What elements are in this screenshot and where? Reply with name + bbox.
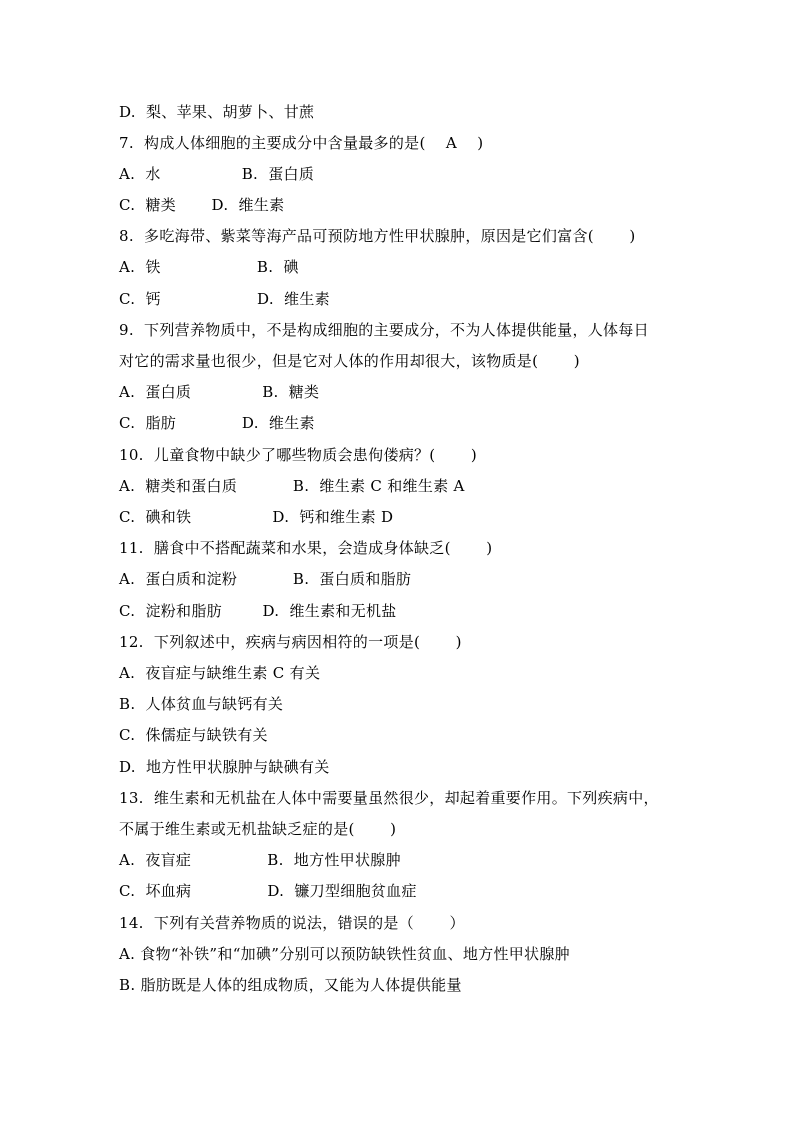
text-line: A. 铁 B. 碘 <box>119 258 299 276</box>
text-line: A. 蛋白质和淀粉 B. 蛋白质和脂肪 <box>119 570 412 588</box>
text-line: 7. 构成人体细胞的主要成分中含量最多的是( A ) <box>119 134 484 152</box>
text-line: 14. 下列有关营养物质的说法，错误的是（ ） <box>119 914 465 932</box>
text-line: A. 夜盲症与缺维生素 C 有关 <box>119 664 321 682</box>
text-line: B. 人体贫血与缺钙有关 <box>119 695 284 713</box>
text-line: A. 食物“补铁”和“加碘”分别可以预防缺铁性贫血、地方性甲状腺肿 <box>119 945 570 963</box>
text-line: 11. 膳食中不搭配蔬菜和水果，会造成身体缺乏( ) <box>119 539 493 557</box>
text-line: C. 钙 D. 维生素 <box>119 290 330 308</box>
text-line: A. 蛋白质 B. 糖类 <box>119 383 320 401</box>
text-line: 10. 儿童食物中缺少了哪些物质会患佝偻病？( ) <box>119 446 478 464</box>
text-line: 对它的需求量也很少，但是它对人体的作用却很大，该物质是( ) <box>119 352 580 370</box>
text-line: D. 梨、苹果、胡萝卜、甘蔗 <box>119 103 315 121</box>
text-line: 9. 下列营养物质中，不是构成细胞的主要成分，不为人体提供能量，人体每日 <box>119 321 649 339</box>
text-line: C. 淀粉和脂肪 D. 维生素和无机盐 <box>119 602 397 620</box>
text-line: A. 夜盲症 B. 地方性甲状腺肿 <box>119 851 401 869</box>
text-line: C. 糖类 D. 维生素 <box>119 196 285 214</box>
text-line: 12. 下列叙述中，疾病与病因相符的一项是( ) <box>119 633 462 651</box>
text-line: C. 脂肪 D. 维生素 <box>119 414 315 432</box>
text-line: 8. 多吃海带、紫菜等海产品可预防地方性甲状腺肿，原因是它们富含( ) <box>119 227 636 245</box>
text-line: 13. 维生素和无机盐在人体中需要量虽然很少，却起着重要作用。下列疾病中， <box>119 789 659 807</box>
text-line: A. 糖类和蛋白质 B. 维生素 C 和维生素 A <box>119 477 465 495</box>
text-line: 不属于维生素或无机盐缺乏症的是( ) <box>119 820 397 838</box>
text-line: A. 水 B. 蛋白质 <box>119 165 315 183</box>
text-line: C. 侏儒症与缺铁有关 <box>119 726 268 744</box>
text-line: D. 地方性甲状腺肿与缺碘有关 <box>119 758 330 776</box>
text-line: C. 碘和铁 D. 钙和维生素 D <box>119 508 394 526</box>
text-line: C. 坏血病 D. 镰刀型细胞贫血症 <box>119 882 417 900</box>
text-line: B. 脂肪既是人体的组成物质，又能为人体提供能量 <box>119 976 462 994</box>
